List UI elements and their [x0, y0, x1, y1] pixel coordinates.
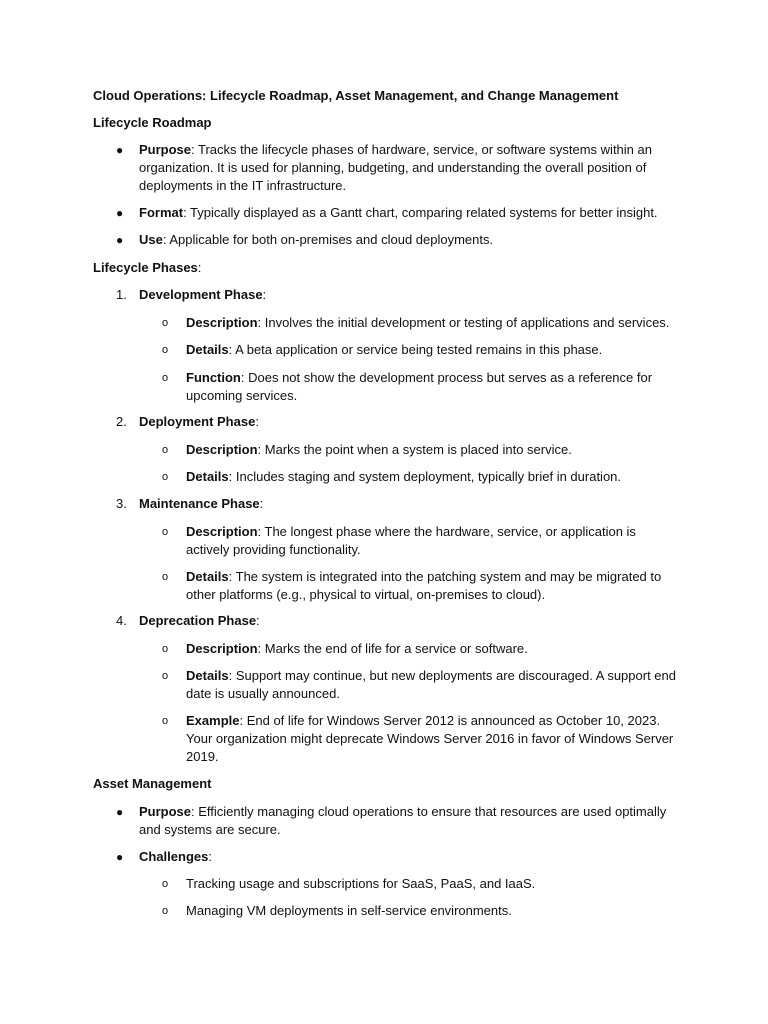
heading-text: Lifecycle Phases — [93, 260, 198, 275]
detail-text: : Does not show the development process but serves as a reference for upcoming services. — [186, 370, 653, 403]
phase-number: 3. — [116, 496, 127, 511]
phase-detail-item — [186, 568, 681, 604]
phase-maintenance — [139, 495, 679, 513]
item-text: : Applicable for both on-premises and cloud deployments. — [162, 232, 494, 247]
detail-text: : Marks the end of life for a service or software. — [257, 641, 528, 656]
detail-label: Details — [186, 668, 229, 683]
heading-suffix: : — [197, 260, 202, 275]
phase-name: Development Phase — [139, 287, 263, 302]
lifecycle-roadmap-heading: Lifecycle Roadmap — [93, 115, 212, 130]
phase-name: Deprecation Phase — [139, 613, 257, 628]
detail-label: Description — [186, 315, 258, 330]
detail-text: : A beta application or service being tested remains in this phase. — [228, 342, 603, 357]
phase-detail-item — [186, 341, 681, 359]
phase-deprecation — [139, 612, 679, 630]
detail-text: : End of life for Windows Server 2012 is announced as October 10, 2023. Your organization might deprecate Windows Server 2016 in favor of Windows Server 2019. — [186, 713, 674, 764]
phase-suffix: : — [262, 287, 267, 302]
item-label: Use — [139, 232, 163, 247]
detail-text: : Involves the initial development or testing of applications and services. — [257, 315, 670, 330]
asset-purpose-item — [139, 803, 679, 839]
detail-label: Function — [186, 370, 241, 385]
item-label: Challenges — [139, 849, 209, 864]
detail-label: Details — [186, 342, 229, 357]
detail-text: : Includes staging and system deployment, typically brief in duration. — [228, 469, 622, 484]
detail-text: : Marks the point when a system is placed into service. — [257, 442, 572, 457]
detail-label: Description — [186, 442, 258, 457]
item-text: : — [208, 849, 212, 864]
item-text: : Typically displayed as a Gantt chart, comparing related systems for better insight. — [183, 205, 658, 220]
detail-label: Details — [186, 469, 229, 484]
challenge-item: Managing VM deployments in self-service environments. — [186, 903, 512, 918]
sub-bullet-marker: o — [162, 444, 169, 456]
phase-name: Maintenance Phase — [139, 496, 260, 511]
phase-detail-item — [186, 523, 681, 559]
item-text: : Efficiently managing cloud operations to ensure that resources are used optimally and systems are secure. — [139, 804, 667, 837]
item-label: Purpose — [139, 804, 192, 819]
phase-deployment — [139, 413, 679, 431]
sub-bullet-marker: o — [162, 715, 169, 727]
challenge-item: Tracking usage and subscriptions for SaaS, PaaS, and IaaS. — [186, 876, 536, 891]
phase-suffix: : — [259, 496, 264, 511]
phase-number: 1. — [116, 287, 127, 302]
detail-label: Description — [186, 641, 258, 656]
detail-text: : Support may continue, but new deployments are discouraged. A support end date is usually announced. — [186, 668, 676, 701]
bullet-marker: ● — [116, 143, 124, 157]
sub-bullet-marker: o — [162, 372, 169, 384]
phase-name: Deployment Phase — [139, 414, 256, 429]
detail-text: : The system is integrated into the patching system and may be migrated to other platforms (e.g., physical to virtual, on-premises to cloud). — [186, 569, 662, 602]
detail-label: Details — [186, 569, 229, 584]
bullet-marker: ● — [116, 850, 124, 864]
roadmap-purpose-item — [139, 141, 679, 195]
phase-number: 2. — [116, 414, 127, 429]
asset-challenges-item — [139, 848, 679, 866]
roadmap-format-item — [139, 204, 679, 222]
phase-number: 4. — [116, 613, 127, 628]
phase-detail-item — [186, 712, 681, 766]
detail-label: Example — [186, 713, 240, 728]
sub-bullet-marker: o — [162, 471, 169, 483]
roadmap-use-item — [139, 231, 679, 249]
item-label: Purpose — [139, 142, 192, 157]
phase-detail-item — [186, 667, 681, 703]
phase-detail-item — [186, 441, 681, 459]
phase-detail-item — [186, 314, 681, 332]
bullet-marker: ● — [116, 206, 124, 220]
phase-detail-item — [186, 369, 681, 405]
sub-bullet-marker: o — [162, 317, 169, 329]
bullet-marker: ● — [116, 233, 124, 247]
item-label: Format — [139, 205, 184, 220]
phase-suffix: : — [255, 414, 259, 429]
asset-management-heading: Asset Management — [93, 776, 212, 791]
detail-label: Description — [186, 524, 258, 539]
bullet-marker: ● — [116, 805, 124, 819]
phase-detail-item — [186, 468, 681, 486]
document-title: Cloud Operations: Lifecycle Roadmap, Asset Management, and Change Management — [93, 88, 619, 103]
detail-text: : The longest phase where the hardware, service, or application is actively providing functionality. — [186, 524, 636, 557]
phase-development — [139, 286, 679, 304]
item-text: : Tracks the lifecycle phases of hardware, service, or software systems within an organization. It is used for planning, budgeting, and understanding the overall position of deployments in the IT infrastructure. — [139, 142, 652, 193]
sub-bullet-marker: o — [162, 571, 169, 583]
sub-bullet-marker: o — [162, 878, 169, 890]
phase-suffix: : — [256, 613, 260, 628]
sub-bullet-marker: o — [162, 905, 169, 917]
phase-detail-item — [186, 640, 681, 658]
sub-bullet-marker: o — [162, 344, 169, 356]
sub-bullet-marker: o — [162, 670, 169, 682]
sub-bullet-marker: o — [162, 643, 169, 655]
sub-bullet-marker: o — [162, 526, 169, 538]
lifecycle-phases-heading — [93, 259, 201, 277]
